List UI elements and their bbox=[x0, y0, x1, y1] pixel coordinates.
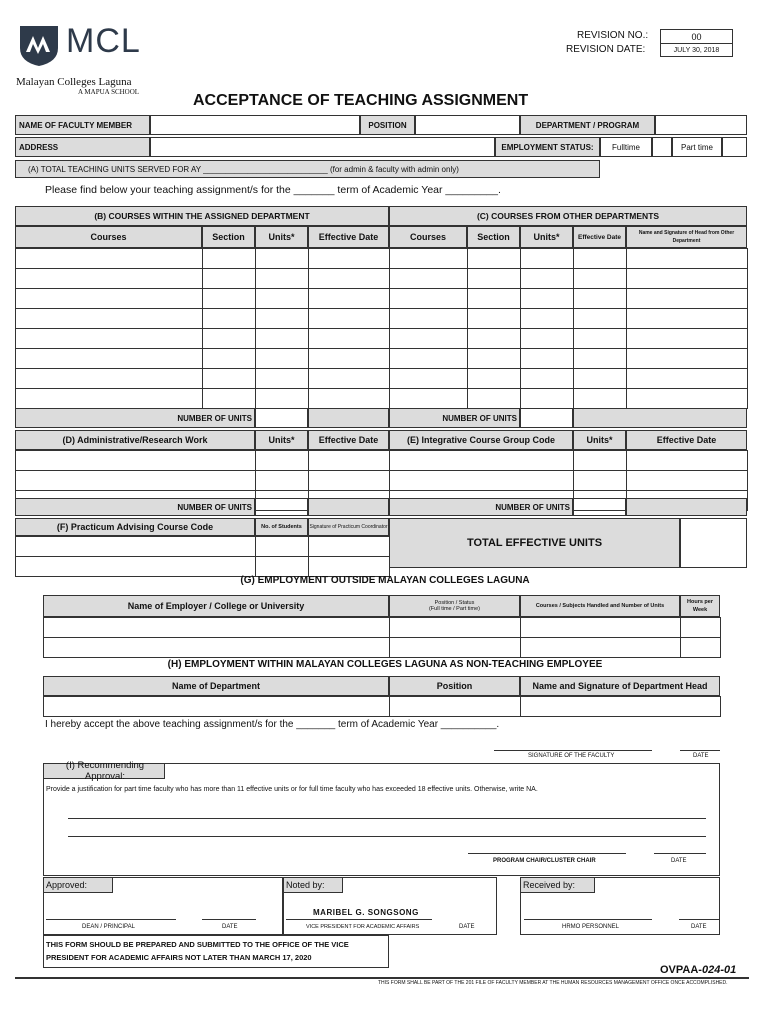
g-col-courses: Courses / Subjects Handled and Number of Units bbox=[520, 595, 680, 617]
logo-tagline: A MAPUA SCHOOL bbox=[78, 88, 140, 96]
footer-rule bbox=[15, 977, 749, 979]
section-d-title: (D) Administrative/Research Work bbox=[15, 430, 255, 450]
b-col-section: Section bbox=[202, 226, 255, 248]
position-label: POSITION bbox=[360, 115, 415, 135]
section-f-title: (F) Practicum Advising Course Code bbox=[15, 518, 255, 536]
dean-label: DEAN / PRINCIPAL bbox=[82, 924, 135, 930]
fulltime-option[interactable]: Fulltime bbox=[600, 137, 652, 157]
table-row bbox=[16, 389, 748, 409]
b-number-of-units-field[interactable] bbox=[255, 408, 308, 428]
table-row bbox=[16, 537, 390, 557]
faculty-date-line[interactable] bbox=[680, 750, 720, 751]
chair-date-line[interactable] bbox=[654, 853, 706, 854]
h-col-signature: Name and Signature of Department Head bbox=[520, 676, 720, 696]
d-col-units: Units* bbox=[255, 430, 308, 450]
hrmo-date-label: DATE bbox=[691, 924, 707, 930]
table-row bbox=[16, 471, 748, 491]
table-row bbox=[16, 369, 748, 389]
form-code-prefix: OVPAA- bbox=[660, 964, 702, 976]
b-col-courses: Courses bbox=[15, 226, 202, 248]
b-col-units: Units* bbox=[255, 226, 308, 248]
vp-signature-line[interactable] bbox=[286, 919, 432, 920]
name-label: NAME OF FACULTY MEMBER bbox=[15, 115, 150, 135]
c-number-of-units-label: NUMBER OF UNITS bbox=[389, 408, 520, 428]
chair-label: PROGRAM CHAIR/CLUSTER CHAIR bbox=[493, 858, 596, 864]
fulltime-check[interactable] bbox=[652, 137, 672, 157]
chair-signature-line[interactable] bbox=[468, 853, 626, 854]
c-col-date: Effective Date bbox=[573, 226, 626, 248]
address-field[interactable] bbox=[150, 137, 495, 157]
hrmo-date-line[interactable] bbox=[679, 919, 719, 920]
section-g-title: (G) EMPLOYMENT OUTSIDE MALAYAN COLLEGES LAGUNA bbox=[240, 575, 530, 586]
total-units-a[interactable]: (A) TOTAL TEACHING UNITS SERVED FOR AY ____________________________ (for admin & faculty with admin only) bbox=[15, 160, 600, 178]
f-col-students: No. of Students bbox=[255, 518, 308, 536]
accept-text: I hereby accept the above teaching assignment/s for the _______ term of Academic Year __________. bbox=[45, 719, 500, 730]
b-col-date: Effective Date bbox=[308, 226, 389, 248]
approved-label: Approved: bbox=[43, 877, 113, 893]
h-col-position: Position bbox=[389, 676, 520, 696]
c-col-units: Units* bbox=[520, 226, 573, 248]
received-label: Received by: bbox=[520, 877, 595, 893]
h-col-department: Name of Department bbox=[43, 676, 389, 696]
f-practicum-grid[interactable] bbox=[15, 536, 390, 577]
address-label: ADDRESS bbox=[15, 137, 150, 157]
e-number-of-units-field[interactable] bbox=[573, 498, 626, 516]
g-col-employer: Name of Employer / College or University bbox=[43, 595, 389, 617]
e-number-of-units-blank bbox=[626, 498, 747, 516]
b-number-of-units-label: NUMBER OF UNITS bbox=[15, 408, 255, 428]
noted-name: MARIBEL G. SONGSONG bbox=[313, 908, 419, 917]
total-effective-units-label: TOTAL EFFECTIVE UNITS bbox=[389, 518, 680, 568]
dean-signature-line[interactable] bbox=[46, 919, 176, 920]
employment-status-label: EMPLOYMENT STATUS: bbox=[495, 137, 600, 157]
hrmo-signature-line[interactable] bbox=[524, 919, 652, 920]
d-number-of-units-field[interactable] bbox=[255, 498, 308, 516]
d-number-of-units-label: NUMBER OF UNITS bbox=[15, 498, 255, 516]
vp-date-label: DATE bbox=[459, 924, 475, 930]
table-row bbox=[16, 249, 748, 269]
table-row bbox=[16, 349, 748, 369]
revision-date-value: JULY 30, 2018 bbox=[660, 43, 733, 57]
d-col-date: Effective Date bbox=[308, 430, 389, 450]
department-label: DEPARTMENT / PROGRAM bbox=[520, 115, 655, 135]
revision-no-label: REVISION NO.: bbox=[577, 30, 649, 41]
revision-no-value: 00 bbox=[660, 29, 733, 44]
logo-brand: MCL bbox=[66, 22, 141, 60]
parttime-check[interactable] bbox=[722, 137, 747, 157]
notice-text: THIS FORM SHOULD BE PREPARED AND SUBMITTED TO THE OFFICE OF THE VICE PRESIDENT FOR ACADEMIC AFFAIRS NOT LATER THAN MARCH 17, 2020 bbox=[46, 940, 349, 962]
faculty-signature-line[interactable] bbox=[494, 750, 652, 751]
form-code bbox=[660, 964, 736, 976]
logo-school: Malayan Colleges Laguna bbox=[16, 76, 132, 88]
g-employment-grid[interactable] bbox=[43, 617, 721, 658]
form-code-suffix: 024-01 bbox=[701, 964, 737, 976]
c-number-of-units-blank bbox=[573, 408, 747, 428]
faculty-date-label: DATE bbox=[693, 753, 709, 759]
table-row bbox=[16, 557, 390, 577]
signature-faculty-label: SIGNATURE OF THE FACULTY bbox=[528, 753, 615, 759]
mcl-logo-icon bbox=[16, 22, 62, 66]
position-field[interactable] bbox=[415, 115, 520, 135]
section-c-title: (C) COURSES FROM OTHER DEPARTMENTS bbox=[389, 206, 747, 226]
name-field[interactable] bbox=[150, 115, 360, 135]
revision-date-label: REVISION DATE: bbox=[566, 44, 646, 55]
noted-label: Noted by: bbox=[283, 877, 343, 893]
d-number-of-units-blank bbox=[308, 498, 389, 516]
department-field[interactable] bbox=[655, 115, 747, 135]
total-effective-units-field[interactable] bbox=[680, 518, 747, 568]
b-number-of-units-blank bbox=[308, 408, 389, 428]
e-col-date: Effective Date bbox=[626, 430, 747, 450]
table-row bbox=[16, 289, 748, 309]
c-col-head: Name and Signature of Head from Other Department bbox=[626, 226, 747, 248]
section-e-title: (E) Integrative Course Group Code bbox=[389, 430, 573, 450]
c-col-section: Section bbox=[467, 226, 520, 248]
dean-date-label: DATE bbox=[222, 924, 238, 930]
c-col-courses: Courses bbox=[389, 226, 467, 248]
parttime-option[interactable]: Part time bbox=[672, 137, 722, 157]
e-col-units: Units* bbox=[573, 430, 626, 450]
section-b-title: (B) COURSES WITHIN THE ASSIGNED DEPARTMENT bbox=[15, 206, 389, 226]
chair-date-label: DATE bbox=[671, 858, 687, 864]
intro-text: Please find below your teaching assignment/s for the _______ term of Academic Year _________. bbox=[45, 184, 501, 196]
table-row bbox=[16, 269, 748, 289]
table-row bbox=[16, 329, 748, 349]
g-position-status-sub: (Full time / Part time) bbox=[428, 606, 481, 612]
footer-note: THIS FORM SHALL BE PART OF THE 201 FILE OF FACULTY MEMBER AT THE HUMAN RESOURCES MANAGEMENT OFFICE ONCE ACCOMPLISHED. bbox=[378, 980, 728, 986]
justification-line-2[interactable] bbox=[68, 836, 706, 837]
g-col-position bbox=[389, 595, 520, 617]
justification-line-1[interactable] bbox=[68, 818, 706, 819]
f-col-signature: Signature of Practicum Coordinator bbox=[308, 518, 389, 536]
c-number-of-units-field[interactable] bbox=[520, 408, 573, 428]
section-h-title: (H) EMPLOYMENT WITHIN MALAYAN COLLEGES LAGUNA AS NON-TEACHING EMPLOYEE bbox=[167, 659, 603, 670]
section-i-title: (I) Recommending Approval: bbox=[43, 763, 165, 779]
table-row bbox=[16, 451, 748, 471]
bc-courses-grid[interactable] bbox=[15, 248, 748, 409]
g-col-hours: Hours per Week bbox=[680, 595, 720, 617]
hrmo-label: HRMO PERSONNEL bbox=[562, 924, 620, 930]
dean-date-line[interactable] bbox=[202, 919, 256, 920]
e-number-of-units-label: NUMBER OF UNITS bbox=[389, 498, 573, 516]
g-position-status: Position / Status bbox=[434, 600, 475, 606]
table-row bbox=[16, 309, 748, 329]
logo bbox=[16, 22, 166, 102]
justification-text: Provide a justification for part time faculty who has more than 11 effective units or for full time faculty who has exceeded 18 effective units. Otherwise, write NA. bbox=[46, 786, 538, 793]
h-employment-grid[interactable] bbox=[43, 696, 721, 717]
page-title: ACCEPTANCE OF TEACHING ASSIGNMENT bbox=[193, 92, 529, 109]
table-row bbox=[44, 638, 721, 658]
vp-label: VICE PRESIDENT FOR ACADEMIC AFFAIRS bbox=[306, 924, 420, 930]
table-row bbox=[44, 697, 721, 717]
table-row bbox=[44, 618, 721, 638]
